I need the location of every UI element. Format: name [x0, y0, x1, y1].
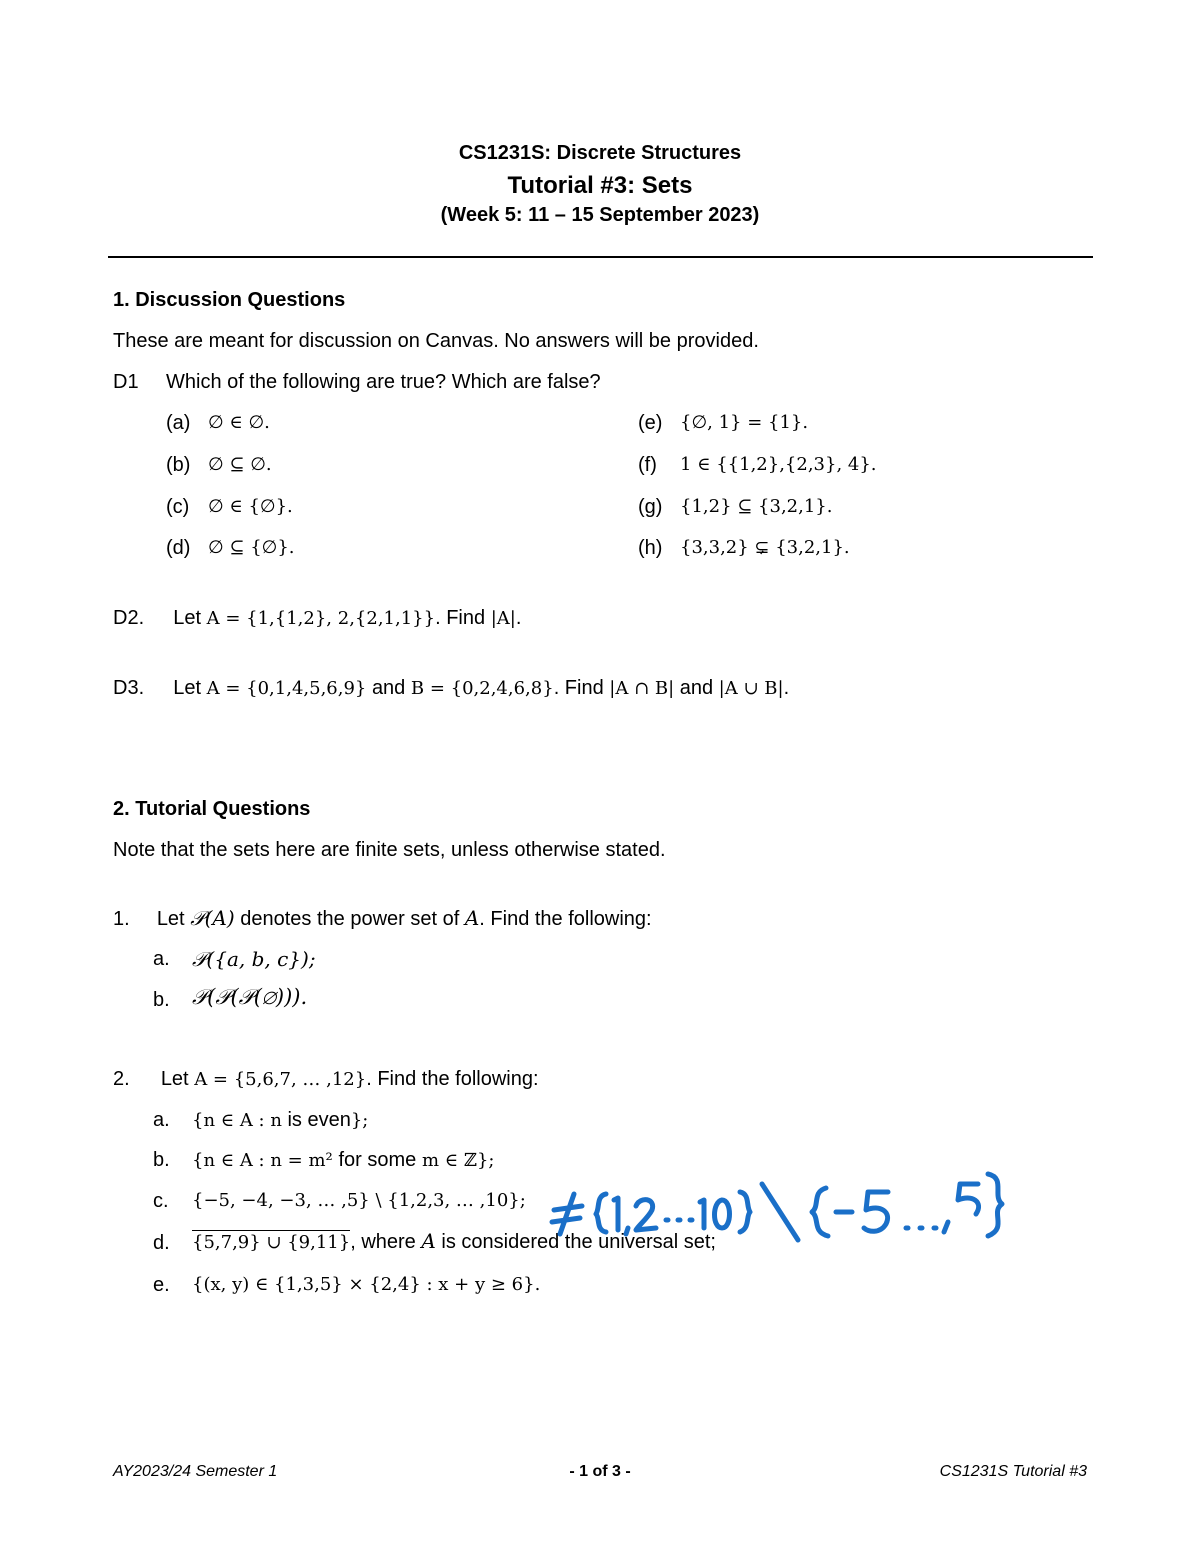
d3-target1: |A ∩ B|	[609, 678, 675, 699]
section2-intro: Note that the sets here are finite sets, unless otherwise stated.	[113, 839, 666, 861]
d1-f-label: (f)	[638, 454, 657, 476]
q2c-expr: {−5, −4, −3, … ,5} \ {1,2,3, … ,10};	[192, 1190, 526, 1211]
d1-d-expr: ∅ ⊆ {∅}.	[208, 537, 295, 558]
q1-let: Let	[156, 908, 185, 930]
q1a-label: a.	[153, 948, 170, 970]
section1-intro: These are meant for discussion on Canvas. No answers will be provided.	[113, 330, 759, 352]
q2d-rest: is considered the universal set;	[441, 1231, 716, 1253]
d3-find: . Find	[553, 677, 604, 699]
q2b-pre: {n ∈ A : n = m²	[192, 1150, 339, 1171]
d1-f-expr: 1 ∈ {{1,2},{2,3}, 4}.	[680, 454, 877, 475]
d1-h-expr: {3,3,2} ⊊ {3,2,1}.	[680, 537, 850, 558]
d1-g-label: (g)	[638, 496, 663, 518]
d3-let: Let	[173, 677, 202, 699]
q2-text: . Find the following:	[366, 1068, 539, 1090]
d3-expr-b: B = {0,2,4,6,8}	[410, 678, 554, 699]
q1-line	[113, 906, 652, 931]
d2-end: .	[515, 607, 522, 629]
q1b-label: b.	[153, 989, 170, 1011]
d2-target: |A|	[490, 608, 516, 629]
q2-line	[113, 1067, 539, 1092]
d1-g-expr: {1,2} ⊆ {3,2,1}.	[680, 496, 833, 517]
course-title: CS1231S: Discrete Structures	[458, 142, 742, 164]
tutorial-title: Tutorial #3: Sets	[507, 172, 693, 199]
header-rule	[108, 256, 1093, 258]
d1-b-label: (b)	[166, 454, 191, 476]
d1-a-label: (a)	[166, 412, 191, 434]
q2d-complement: {5,7,9} ∪ {9,11}	[192, 1232, 351, 1253]
q2b-mid: for some	[338, 1149, 417, 1171]
handwritten-annotation	[540, 1170, 1020, 1245]
d1-h-label: (h)	[638, 537, 663, 559]
d1-a-expr: ∅ ∈ ∅.	[208, 412, 270, 433]
section2-heading: 2. Tutorial Questions	[113, 798, 311, 820]
footer-semester: AY2023/24 Semester 1	[113, 1463, 278, 1480]
section1-heading: 1. Discussion Questions	[113, 289, 346, 311]
q2e-label: e.	[153, 1274, 170, 1296]
d3-end: .	[783, 677, 790, 699]
q2a-mid: is even	[287, 1109, 351, 1131]
d1-label: D1	[113, 371, 139, 393]
d2-expr: A = {1,{1,2}, 2,{2,1,1}}	[206, 608, 436, 629]
q2e-expr: {(x, y) ∈ {1,3,5} × {2,4} : x + y ≥ 6}.	[192, 1274, 541, 1295]
d2-label: D2.	[113, 607, 145, 629]
q2c-label: c.	[153, 1190, 169, 1212]
d1-question: Which of the following are true? Which are false?	[166, 371, 601, 393]
q2b-expr	[192, 1148, 494, 1173]
q1-power-set: 𝒫(A)	[190, 906, 235, 930]
d1-e-expr: {∅, 1} = {1}.	[680, 412, 809, 433]
q2d-where: , where	[350, 1231, 416, 1253]
d3-and2: and	[679, 677, 714, 699]
week-label: (Week 5: 11 – 15 September 2023)	[440, 204, 760, 226]
d1-c-expr: ∅ ∈ {∅}.	[208, 496, 293, 517]
d1-d-label: (d)	[166, 537, 191, 559]
q2b-label: b.	[153, 1149, 170, 1171]
q2-expr: A = {5,6,7, … ,12}	[194, 1069, 367, 1090]
d3-target2: |A ∪ B|	[718, 678, 784, 699]
q2a-post: };	[350, 1110, 369, 1131]
q1a-expr: 𝒫({a, b, c});	[192, 947, 316, 971]
q2d-label: d.	[153, 1232, 170, 1254]
d1-b-expr: ∅ ⊆ ∅.	[208, 454, 272, 475]
q1-var-a: A	[464, 906, 480, 930]
q1-label: 1.	[113, 908, 130, 930]
q2d-var: A	[421, 1229, 436, 1253]
d3-label: D3.	[113, 677, 145, 699]
q2a-label: a.	[153, 1109, 170, 1131]
q1-text2: . Find the following:	[479, 908, 652, 930]
q2b-post: m ∈ ℤ};	[416, 1150, 495, 1171]
q2a-expr	[192, 1108, 368, 1133]
d3-expr-a: A = {0,1,4,5,6,9}	[206, 678, 367, 699]
q2-let: Let	[160, 1068, 189, 1090]
d3-and: and	[371, 677, 406, 699]
q1b-expr: 𝒫(𝒫(𝒫(∅))).	[192, 985, 308, 1009]
d3-line	[113, 676, 789, 701]
d2-let: Let	[173, 607, 202, 629]
footer-page-number: - 1 of 3 -	[569, 1463, 631, 1480]
q2-label: 2.	[113, 1068, 130, 1090]
d1-e-label: (e)	[638, 412, 663, 434]
footer-doc-title: CS1231S Tutorial #3	[939, 1463, 1087, 1480]
d2-find: . Find	[435, 607, 486, 629]
q2a-pre: {n ∈ A : n	[192, 1110, 282, 1131]
d1-c-label: (c)	[166, 496, 190, 518]
d2-line	[113, 606, 521, 631]
q1-text: denotes the power set of	[240, 908, 460, 930]
